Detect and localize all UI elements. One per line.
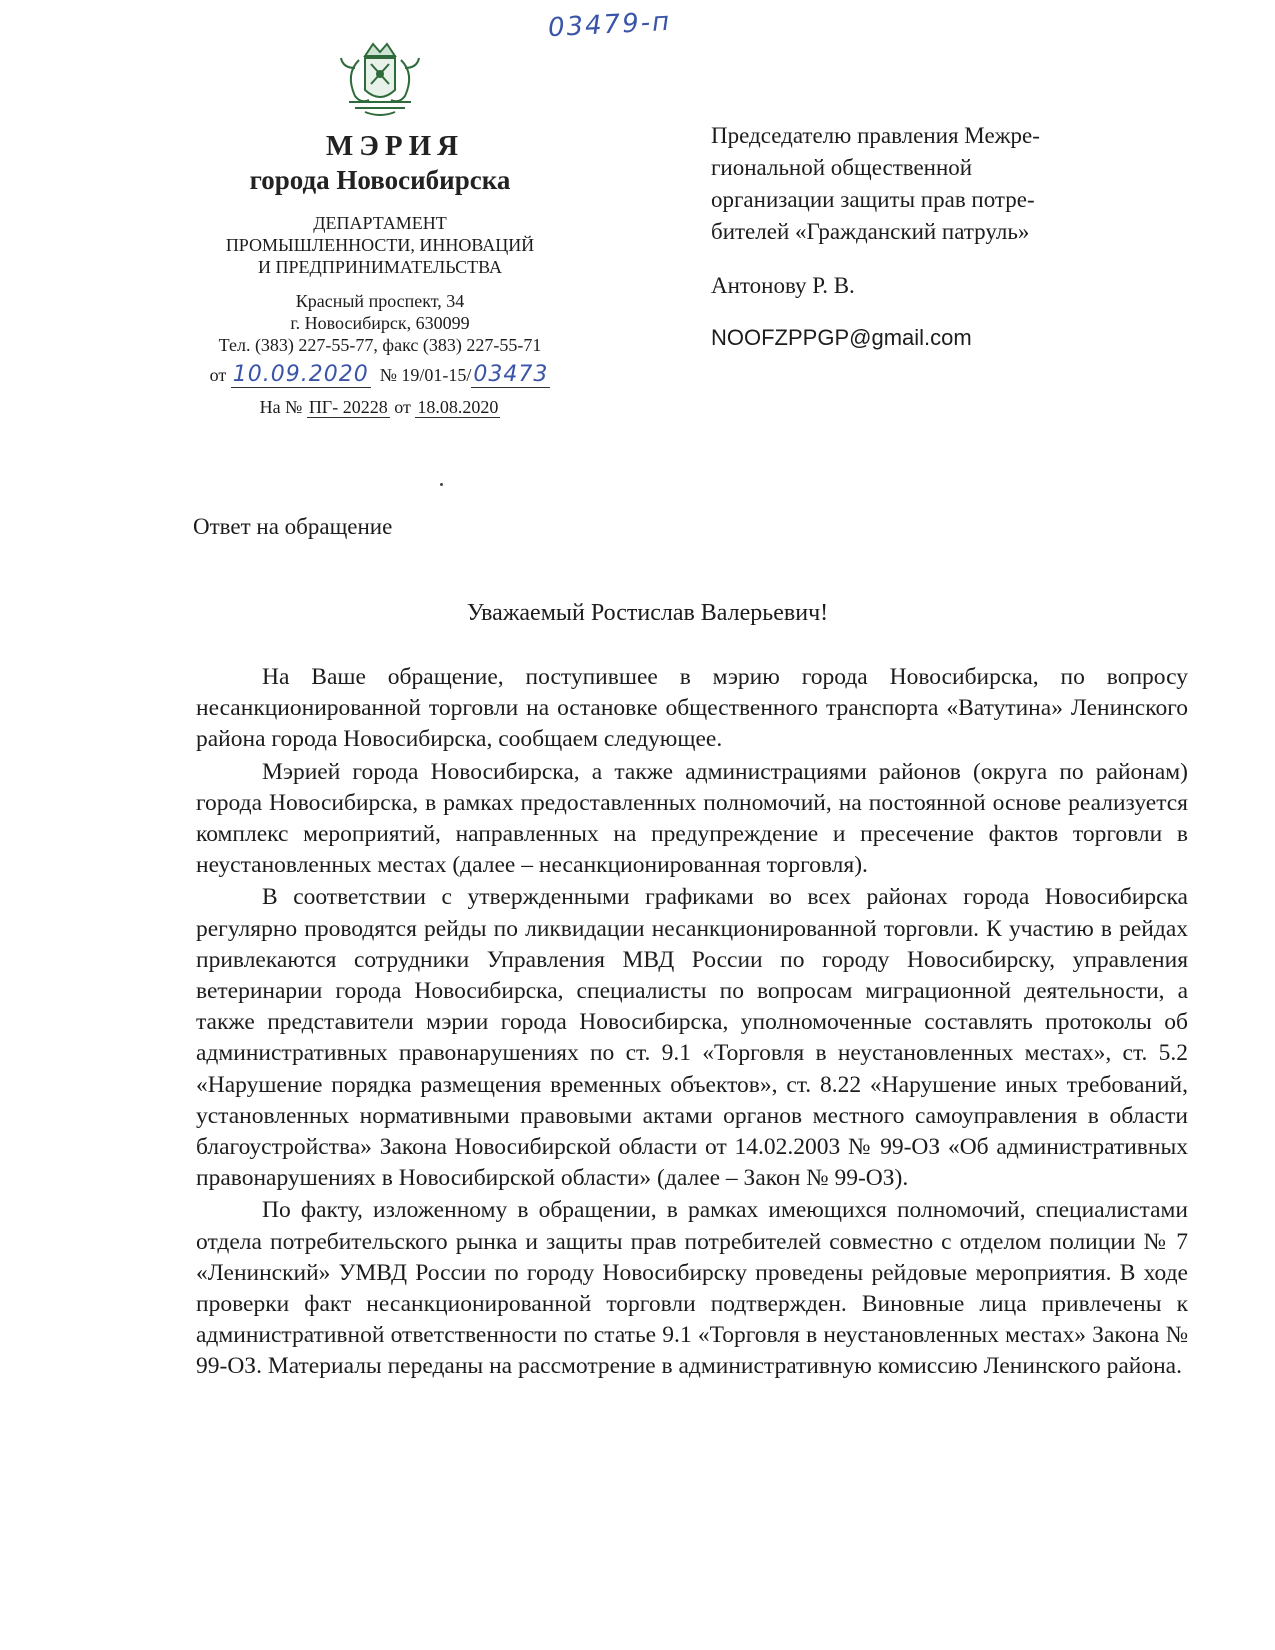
department-line: ПРОМЫШЛЕННОСТИ, ИННОВАЦИЙ xyxy=(225,235,535,255)
letter-body xyxy=(196,662,1188,1383)
body-paragraph: В соответствии с утвержденными графиками во всех районах города Новосибирска регулярно проводятся рейды по ликвидации несанкционированной торговли. К участию в рейдах привлекаются сотрудники Управления МВД России по городу Новосибирску, управления ветеринарии города Новосибирска, специалисты по вопросам миграционной деятельности, а также представители мэрии города Новосибирска, уполномоченные составлять протоколы об административных правонарушениях по ст. 9.1 «Торговля в неустановленных местах», ст. 5.2 «Нарушение порядка размещения временных объектов», ст. 8.22 «Нарушение иных требований, установленных нормативными правовыми актами органов местного самоуправления в области благоустройства» Закона Новосибирской области от 14.02.2003 № 99-ОЗ «Об административных правонарушениях в Новосибирской области» (далее – Закон № 99-ОЗ). xyxy=(196,884,1188,1192)
sender-address xyxy=(160,290,600,356)
outgoing-date-handwritten: 10.09.2020 xyxy=(232,362,369,387)
registration-number-handwritten: 03479-п xyxy=(547,6,672,44)
outgoing-number-line xyxy=(160,362,600,387)
outgoing-number-handwritten: 03473 xyxy=(473,362,549,387)
ref-from-label: от xyxy=(394,397,411,417)
recipient-name: Антонову Р. В. xyxy=(711,273,855,298)
recipient-line: организации защиты прав потре- xyxy=(711,187,1035,212)
reference-line xyxy=(160,397,600,418)
letter-greeting: Уважаемый Ростислав Валерьевич! xyxy=(466,600,829,626)
letter-subject: Ответ на обращение xyxy=(193,514,393,539)
address-street: Красный проспект, 34 xyxy=(295,291,465,311)
recipient-line: бителей «Гражданский патруль» xyxy=(711,219,1030,244)
department-line: И ПРЕДПРИНИМАТЕЛЬСТВА xyxy=(258,257,502,277)
sender-title: МЭРИЯ xyxy=(325,130,465,162)
ref-date: 18.08.2020 xyxy=(417,397,499,417)
recipient-line: гиональной общественной xyxy=(711,155,973,180)
sender-city: города Новосибирска xyxy=(249,165,511,195)
recipient-email: NOOFZPPGP@gmail.com xyxy=(711,325,972,350)
ref-number: ПГ- 20228 xyxy=(308,397,388,417)
outgoing-number-printed: 19/01-15/ xyxy=(401,365,472,385)
novosibirsk-coat-of-arms-icon xyxy=(335,38,425,120)
body-paragraph: По факту, изложенному в обращении, в рамках имеющихся полномочий, специалистами отдела потребительского рынка и защиты прав потребителей совместно с отделом полиции № 7 «Ленинский» УМВД России по городу Новосибирску проведены рейдовые мероприятия. В ходе проверки факт несанкционированной торговли подтвержден. Виновные лица привлечены к административной ответственности по статье 9.1 «Торговля в неустановленных местах» Закона № 99-ОЗ. Материалы переданы на рассмотрение в административную комиссию Ленинского района. xyxy=(196,1197,1188,1380)
body-paragraph: На Ваше обращение, поступившее в мэрию города Новосибирска, по вопросу несанкционированной торговли на остановке общественного транспорта «Ватутина» Ленинского района города Новосибирска, сообщаем следующее. xyxy=(196,664,1188,753)
scan-speck xyxy=(440,483,443,486)
recipient-block xyxy=(711,120,1151,354)
department-name xyxy=(160,212,600,278)
address-phone: Тел. (383) 227-55-77, факс (383) 227-55-71 xyxy=(218,335,542,355)
number-label: № xyxy=(379,365,397,385)
recipient-line: Председателю правления Межре- xyxy=(711,123,1040,148)
department-line: ДЕПАРТАМЕНТ xyxy=(313,213,447,233)
sender-block xyxy=(160,130,600,418)
body-paragraph: Мэрией города Новосибирска, а также администрациями районов (округа по районам) города Новосибирска, в рамках предоставленных полномочий, на постоянной основе реализуется комплекс мероприятий, направленных на предупреждение и пресечение фактов торговли в неустановленных местах (далее – несанкционированная торговля). xyxy=(196,758,1188,879)
ref-label: На № xyxy=(259,397,303,417)
from-label: от xyxy=(209,365,227,385)
address-city: г. Новосибирск, 630099 xyxy=(290,313,470,333)
